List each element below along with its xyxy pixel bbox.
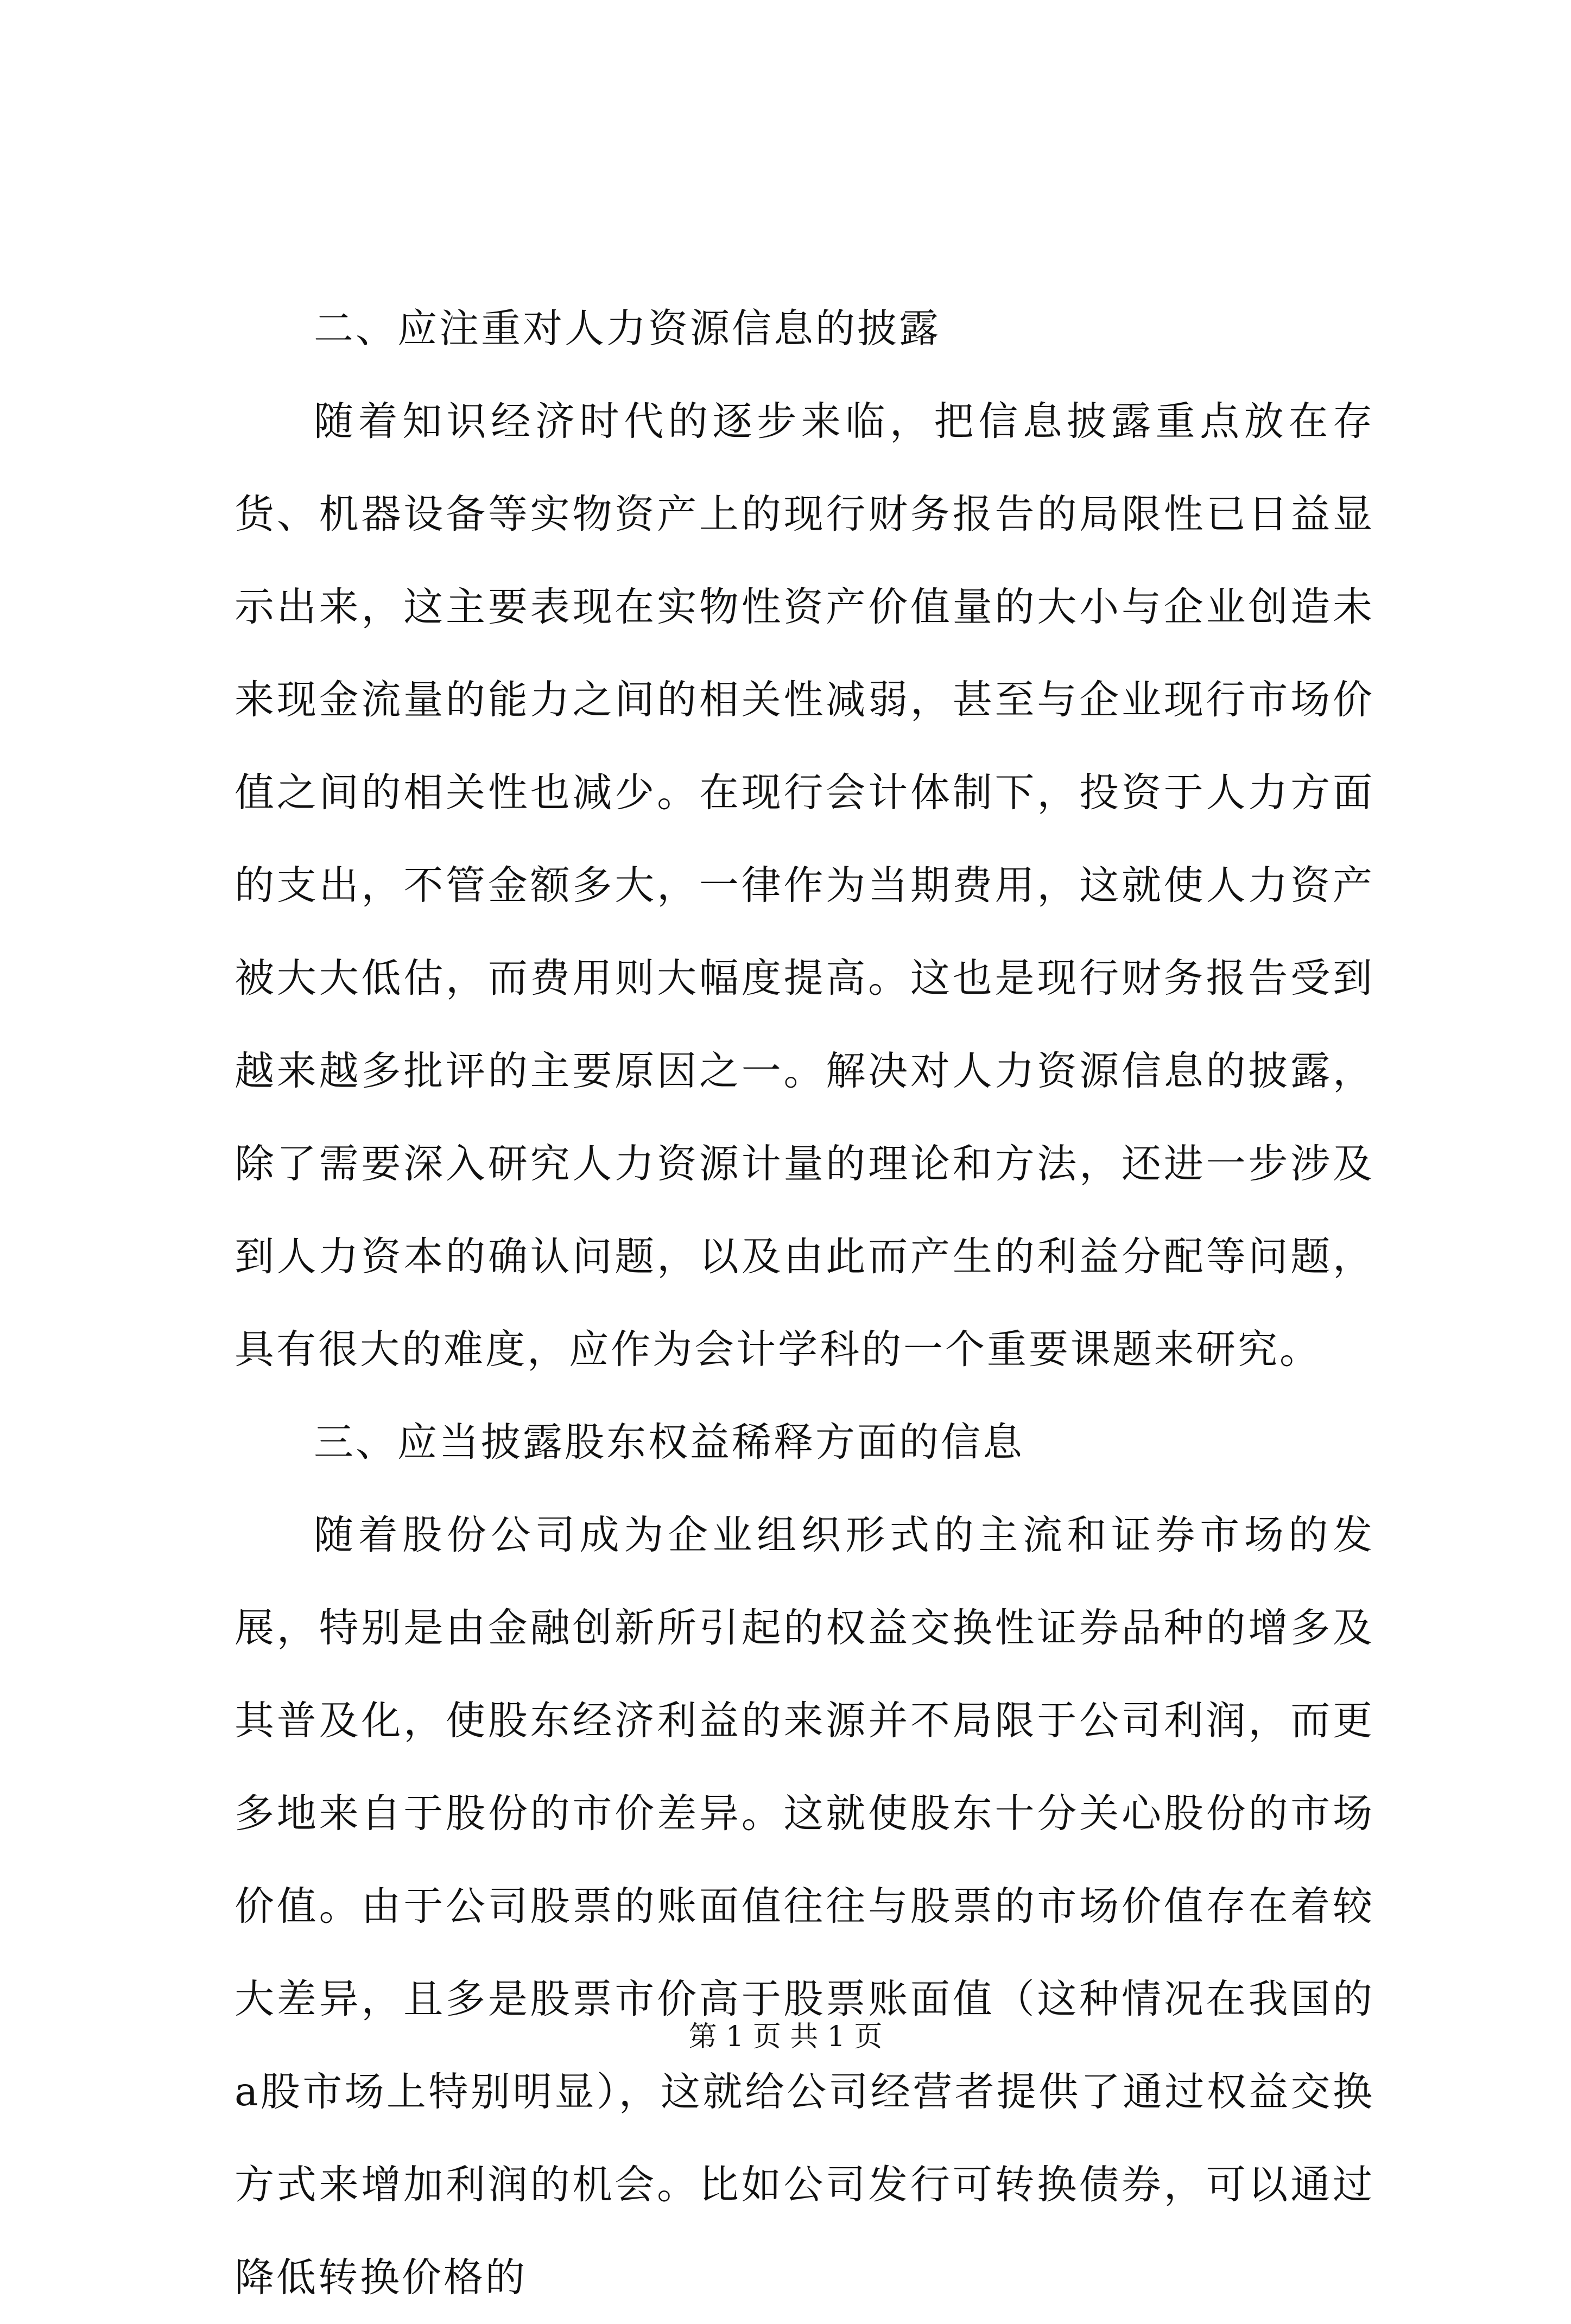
page-footer: 第 1 页 共 1 页 [688, 2021, 883, 2053]
section-paragraph-human-resources: 随着知识经济时代的逐步来临，把信息披露重点放在存货、机器设备等实物资产上的现行财务报告的局限性已日益显示出来，这主要表现在实物性资产价值量的大小与企业创造未来现金流量的能力之间的相关性减弱，甚至与企业现行市场价值之间的相关性也减少。在现行会计体制下，投资于人力方面的支出，不管金额多大，一律作为当期费用，这就使人力资产被大大低估，而费用则大幅度提高。这也是现行财务报告受到越来越多批评的主要原因之一。解决对人力资源信息的披露，除了需要深入研究人力资源计量的理论和方法，还进一步涉及到人力资本的确认问题，以及由此而产生的利益分配等问题，具有很大的难度，应作为会计学科的一个重要课题来研究。 [235, 398, 1374, 1373]
section-paragraph-equity-dilution: 随着股份公司成为企业组织形式的主流和证券市场的发展，特别是由金融创新所引起的权益交换性证券品种的增多及其普及化，使股东经济利益的来源并不局限于公司利润，而更多地来自于股份的市价差异。这就使股东十分关心股份的市场价值。由于公司股票的账面值往往与股票的市场价值存在着较大差异，且多是股票市价高于股票账面值（这种情况在我国的a股市场上特别明显），这就给公司经营者提供了通过权益交换方式来增加利润的机会。比如公司发行可转换债券，可以通过降低转换价格的 [235, 1512, 1374, 2301]
section-heading-human-resources: 二、应注重对人力资源信息的披露 [314, 306, 941, 352]
section-heading-equity-dilution: 三、应当披露股东权益稀释方面的信息 [314, 1419, 1024, 1465]
